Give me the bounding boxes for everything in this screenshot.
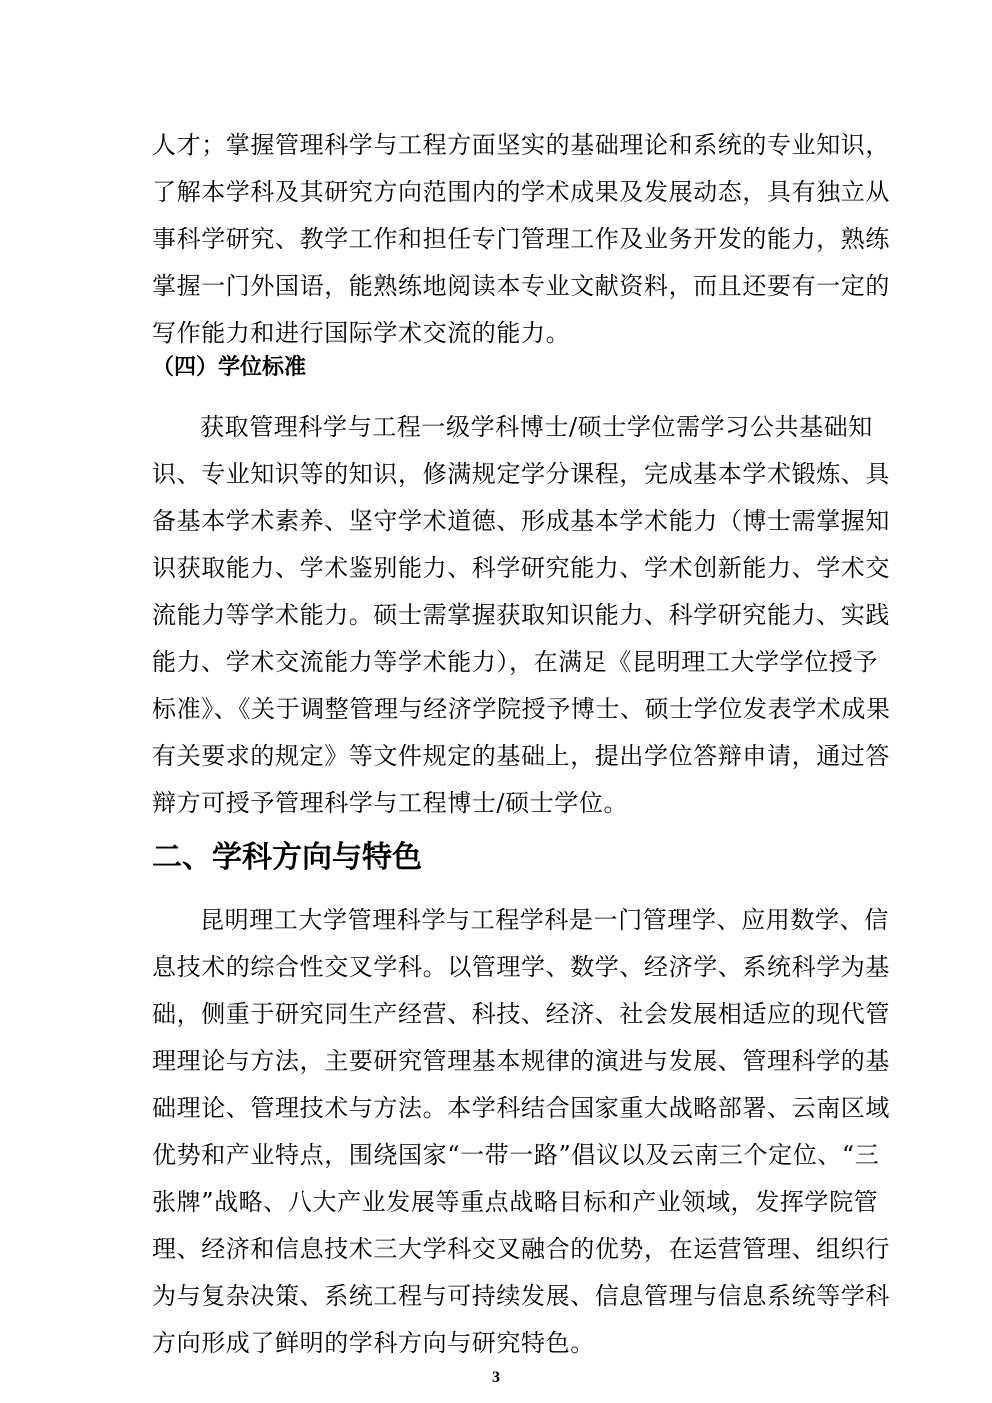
text-line: 张牌”战略、八大产业发展等重点战略目标和产业领域，发挥学院管 (152, 1188, 879, 1216)
text-line: 理理论与方法，主要研究管理基本规律的演进与发展、管理科学的基 (152, 1047, 890, 1075)
text-line: 础，侧重于研究同生产经营、科技、经济、社会发展相适应的现代管 (152, 1000, 890, 1028)
discipline-heading: 二、学科方向与特色 (152, 840, 422, 875)
text-line: 识获取能力、学术鉴别能力、科学研究能力、学术创新能力、学术交 (152, 554, 890, 582)
page-number: 3 (492, 1369, 500, 1386)
text-line: 写作能力和进行国际学术交流的能力。 (152, 319, 571, 347)
text-line: 事科学研究、教学工作和担任专门管理工作及业务开发的能力，熟练 (152, 225, 890, 253)
text-line: 掌握一门外国语，能熟练地阅读本专业文献资料，而且还要有一定的 (152, 272, 890, 300)
text-line: 获取管理科学与工程一级学科博士/硕士学位需学习公共基础知 (200, 413, 873, 441)
text-line: 识、专业知识等的知识，修满规定学分课程，完成基本学术锻炼、具 (152, 460, 890, 488)
text-line: 优势和产业特点，围绕国家“一带一路”倡议以及云南三个定位、“三 (152, 1141, 880, 1169)
text-line: 有关要求的规定》等文件规定的基础上，提出学位答辩申请，通过答 (152, 742, 890, 770)
text-line: 础理论、管理技术与方法。本学科结合国家重大战略部署、云南区域 (152, 1094, 890, 1122)
text-line: 人才；掌握管理科学与工程方面坚实的基础理论和系统的专业知识， (152, 131, 890, 159)
text-line: 备基本学术素养、坚守学术道德、形成基本学术能力（博士需掌握知 (152, 507, 890, 535)
text-line: 息技术的综合性交叉学科。以管理学、数学、经济学、系统科学为基 (152, 953, 890, 981)
degree-standard-heading: （四）学位标准 (152, 355, 307, 380)
text-line: 能力、学术交流能力等学术能力），在满足《昆明理工大学学位授予 (152, 648, 878, 676)
text-line: 昆明理工大学管理科学与工程学科是一门管理学、应用数学、信 (200, 906, 889, 934)
text-line: 方向形成了鲜明的学科方向与研究特色。 (152, 1329, 595, 1357)
text-line: 理、经济和信息技术三大学科交叉融合的优势，在运营管理、组织行 (152, 1235, 890, 1263)
text-line: 流能力等学术能力。硕士需掌握获取知识能力、科学研究能力、实践 (152, 601, 890, 629)
text-line: 辩方可授予管理科学与工程博士/硕士学位。 (152, 789, 629, 817)
text-line: 了解本学科及其研究方向范围内的学术成果及发展动态，具有独立从 (152, 178, 890, 206)
text-line: 为与复杂决策、系统工程与可持续发展、信息管理与信息系统等学科 (152, 1282, 890, 1310)
text-line: 标准》、《关于调整管理与经济学院授予博士、硕士学位发表学术成果 (152, 695, 891, 723)
